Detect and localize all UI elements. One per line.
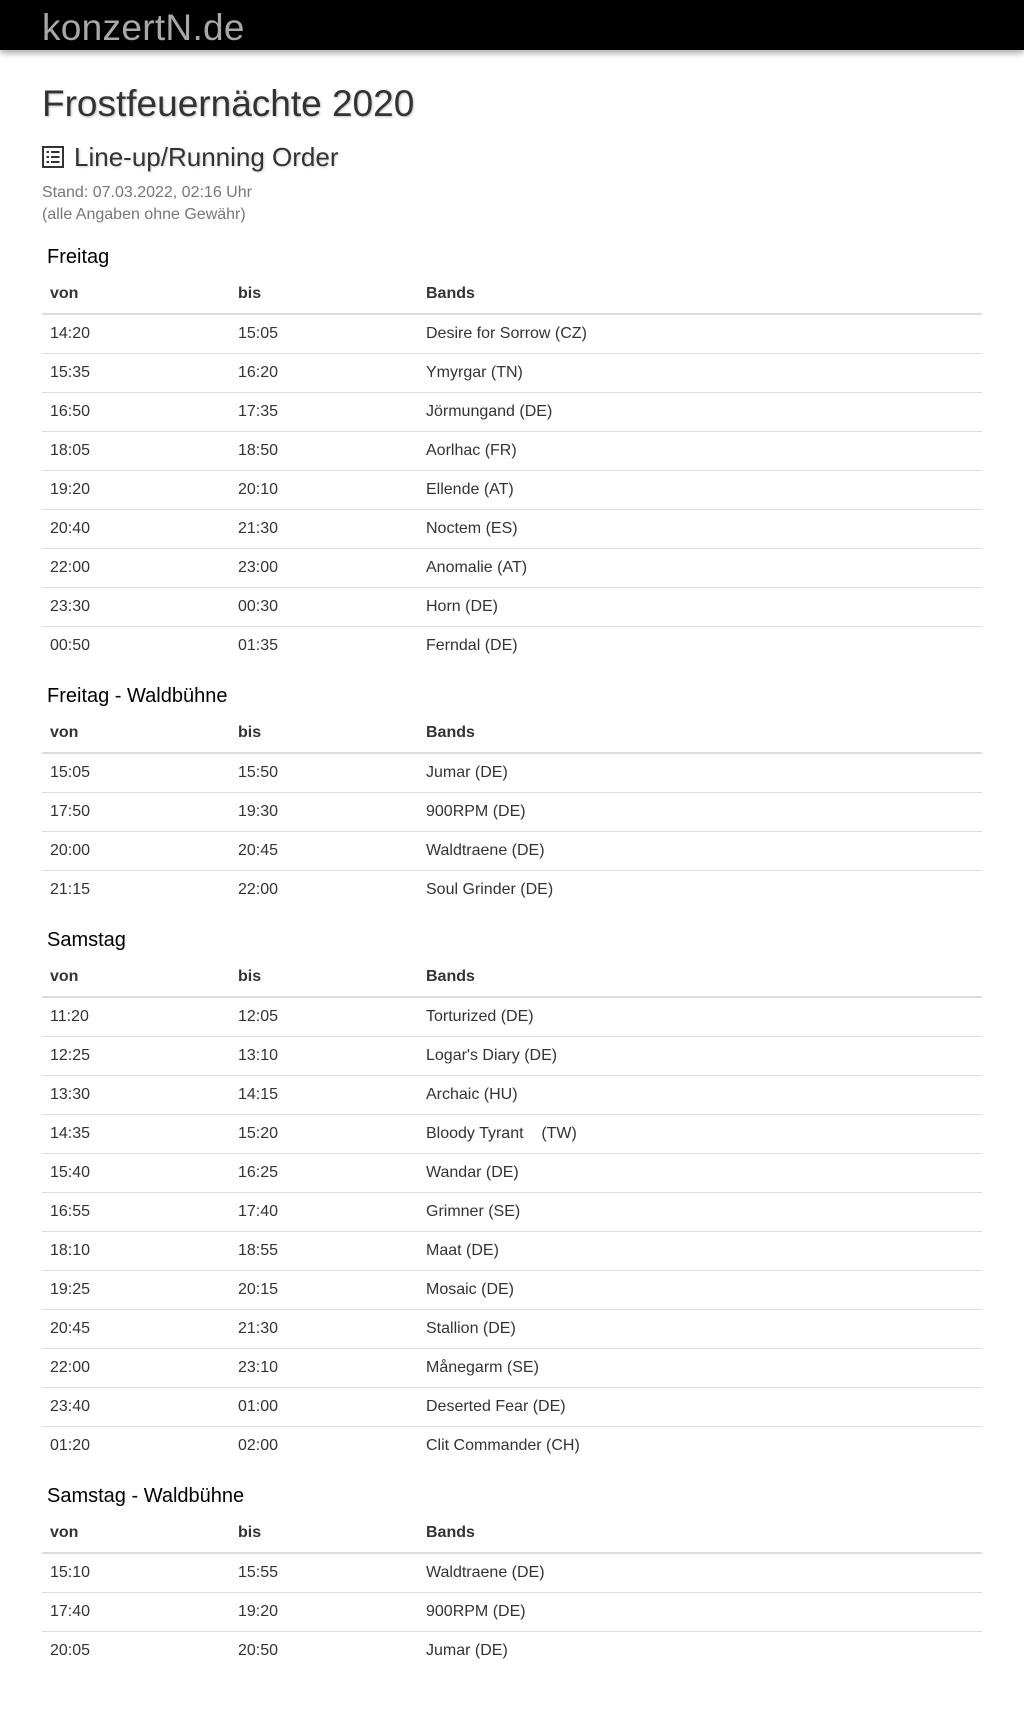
stand-info bbox=[42, 182, 982, 226]
running-order-table bbox=[42, 714, 982, 909]
disclaimer: (alle Angaben ohne Gewähr) bbox=[42, 206, 246, 223]
band-name-cell: Deserted Fear (DE) bbox=[418, 1388, 982, 1427]
start-time-cell: 19:20 bbox=[42, 471, 230, 510]
end-time-cell: 21:30 bbox=[230, 510, 418, 549]
lineup-heading bbox=[42, 140, 982, 174]
end-time-cell: 02:00 bbox=[230, 1427, 418, 1466]
end-time-cell: 19:20 bbox=[230, 1593, 418, 1632]
end-time-cell: 16:25 bbox=[230, 1154, 418, 1193]
table-row bbox=[42, 1193, 982, 1232]
band-name-cell: Stallion (DE) bbox=[418, 1310, 982, 1349]
column-header-bands: Bands bbox=[418, 275, 982, 314]
table-row bbox=[42, 1632, 982, 1671]
band-name-cell: Waldtraene (DE) bbox=[426, 1564, 545, 1581]
end-time-cell: 15:50 bbox=[238, 764, 279, 781]
band-name-cell: Grimner (SE) bbox=[418, 1193, 982, 1232]
band-name-cell: Månegarm (SE) bbox=[418, 1349, 982, 1388]
start-time-cell: 15:10 bbox=[50, 1564, 91, 1581]
start-time-cell: 22:00 bbox=[42, 549, 230, 588]
day-title: Freitag - Waldbühne bbox=[47, 685, 228, 707]
start-time-cell: 00:50 bbox=[42, 627, 230, 666]
end-time-cell: 22:00 bbox=[230, 871, 418, 910]
end-time-cell: 20:15 bbox=[230, 1271, 418, 1310]
running-order-table bbox=[42, 1514, 982, 1670]
start-time-cell: 16:55 bbox=[42, 1193, 230, 1232]
band-name-cell: 900RPM (DE) bbox=[418, 1593, 982, 1632]
table-header-row bbox=[42, 714, 982, 753]
band-name-cell: Archaic (HU) bbox=[418, 1076, 982, 1115]
start-time-cell: 20:05 bbox=[42, 1632, 230, 1671]
end-time-cell: 16:20 bbox=[230, 354, 418, 393]
day-title: Samstag bbox=[47, 929, 126, 951]
band-name-cell: Torturized (DE) bbox=[426, 1008, 534, 1025]
end-time-cell: 23:00 bbox=[230, 549, 418, 588]
start-time-cell: 22:00 bbox=[42, 1349, 230, 1388]
end-time-cell: 19:30 bbox=[230, 793, 418, 832]
start-time-cell: 15:35 bbox=[42, 354, 230, 393]
band-name-cell: Aorlhac (FR) bbox=[418, 432, 982, 471]
table-row bbox=[42, 393, 982, 432]
start-time-cell: 17:40 bbox=[42, 1593, 230, 1632]
end-time-cell: 18:50 bbox=[230, 432, 418, 471]
band-name-cell: Jumar (DE) bbox=[418, 1632, 982, 1671]
end-time-cell: 14:15 bbox=[230, 1076, 418, 1115]
table-row bbox=[42, 1115, 982, 1154]
start-time-cell: 21:15 bbox=[42, 871, 230, 910]
start-time-cell: 12:25 bbox=[42, 1037, 230, 1076]
table-header-row bbox=[42, 1514, 982, 1553]
column-header-bands: Bands bbox=[418, 958, 982, 997]
table-row bbox=[42, 588, 982, 627]
schedule-section bbox=[42, 682, 982, 909]
start-time-cell: 17:50 bbox=[42, 793, 230, 832]
start-time-cell: 15:05 bbox=[50, 764, 91, 781]
brand-link[interactable]: konzertN.de bbox=[42, 7, 245, 48]
page-title: Frostfeuernächte 2020 bbox=[42, 83, 415, 124]
column-header-bands: Bands bbox=[418, 1514, 982, 1553]
band-name-cell: Jumar (DE) bbox=[426, 764, 508, 781]
schedule-section bbox=[42, 243, 982, 665]
table-row bbox=[42, 1553, 982, 1593]
end-time-cell: 21:30 bbox=[230, 1310, 418, 1349]
table-row bbox=[42, 471, 982, 510]
column-header-bands: Bands bbox=[418, 714, 982, 753]
table-row bbox=[42, 510, 982, 549]
table-row bbox=[42, 1388, 982, 1427]
start-time-cell: 13:30 bbox=[42, 1076, 230, 1115]
end-time-cell: 00:30 bbox=[230, 588, 418, 627]
start-time-cell: 15:40 bbox=[42, 1154, 230, 1193]
table-row bbox=[42, 1427, 982, 1466]
end-time-cell: 20:10 bbox=[230, 471, 418, 510]
band-name-cell: Soul Grinder (DE) bbox=[418, 871, 982, 910]
end-time-cell: 20:45 bbox=[230, 832, 418, 871]
start-time-cell: 20:40 bbox=[42, 510, 230, 549]
table-header-row bbox=[42, 958, 982, 997]
start-time-cell: 18:05 bbox=[42, 432, 230, 471]
end-time-cell: 12:05 bbox=[238, 1008, 279, 1025]
column-header-bis: bis bbox=[230, 275, 418, 314]
band-name-cell: Ymyrgar (TN) bbox=[418, 354, 982, 393]
table-row bbox=[42, 1349, 982, 1388]
column-header-bis: bis bbox=[230, 1514, 418, 1553]
table-row bbox=[42, 1154, 982, 1193]
band-name-cell: Logar's Diary (DE) bbox=[418, 1037, 982, 1076]
schedule-sections bbox=[42, 243, 982, 1670]
table-row bbox=[42, 832, 982, 871]
start-time-cell: 14:35 bbox=[42, 1115, 230, 1154]
table-row bbox=[42, 314, 982, 354]
column-header-bis: bis bbox=[230, 714, 418, 753]
table-row bbox=[42, 432, 982, 471]
lineup-heading-text: Line-up/Running Order bbox=[74, 142, 339, 172]
table-row bbox=[42, 1271, 982, 1310]
band-name-cell: Anomalie (AT) bbox=[418, 549, 982, 588]
schedule-section bbox=[42, 1482, 982, 1670]
table-row bbox=[42, 997, 982, 1037]
end-time-cell: 15:05 bbox=[238, 325, 279, 342]
column-header-bis: bis bbox=[230, 958, 418, 997]
running-order-table bbox=[42, 958, 982, 1465]
start-time-cell: 11:20 bbox=[50, 1008, 89, 1025]
band-name-cell: Clit Commander (CH) bbox=[418, 1427, 982, 1466]
band-name-cell: Maat (DE) bbox=[418, 1232, 982, 1271]
table-row bbox=[42, 753, 982, 793]
band-name-cell: Bloody Tyrant (TW) bbox=[418, 1115, 982, 1154]
table-row bbox=[42, 354, 982, 393]
table-row bbox=[42, 871, 982, 910]
end-time-cell: 15:55 bbox=[238, 1564, 279, 1581]
stand-date: Stand: 07.03.2022, 02:16 Uhr bbox=[42, 184, 252, 201]
list-icon bbox=[42, 146, 64, 168]
end-time-cell: 17:40 bbox=[230, 1193, 418, 1232]
end-time-cell: 13:10 bbox=[230, 1037, 418, 1076]
start-time-cell: 16:50 bbox=[42, 393, 230, 432]
start-time-cell: 20:45 bbox=[42, 1310, 230, 1349]
table-row bbox=[42, 1593, 982, 1632]
table-row bbox=[42, 1232, 982, 1271]
band-name-cell: Horn (DE) bbox=[418, 588, 982, 627]
start-time-cell: 23:30 bbox=[42, 588, 230, 627]
table-header-row bbox=[42, 275, 982, 314]
start-time-cell: 18:10 bbox=[42, 1232, 230, 1271]
end-time-cell: 01:00 bbox=[230, 1388, 418, 1427]
start-time-cell: 23:40 bbox=[42, 1388, 230, 1427]
band-name-cell: Wandar (DE) bbox=[418, 1154, 982, 1193]
column-header-von: von bbox=[42, 275, 230, 314]
end-time-cell: 01:35 bbox=[230, 627, 418, 666]
navbar bbox=[0, 0, 1024, 50]
band-name-cell: 900RPM (DE) bbox=[418, 793, 982, 832]
end-time-cell: 23:10 bbox=[230, 1349, 418, 1388]
end-time-cell: 15:20 bbox=[230, 1115, 418, 1154]
column-header-von: von bbox=[42, 714, 230, 753]
end-time-cell: 17:35 bbox=[230, 393, 418, 432]
running-order-table bbox=[42, 275, 982, 665]
table-row bbox=[42, 549, 982, 588]
schedule-section bbox=[42, 926, 982, 1465]
end-time-cell: 18:55 bbox=[230, 1232, 418, 1271]
start-time-cell: 20:00 bbox=[42, 832, 230, 871]
band-name-cell: Ferndal (DE) bbox=[418, 627, 982, 666]
table-row bbox=[42, 1076, 982, 1115]
day-title: Samstag - Waldbühne bbox=[47, 1485, 245, 1507]
table-row bbox=[42, 1037, 982, 1076]
start-time-cell: 01:20 bbox=[42, 1427, 230, 1466]
column-header-von: von bbox=[42, 958, 230, 997]
band-name-cell: Noctem (ES) bbox=[418, 510, 982, 549]
table-row bbox=[42, 627, 982, 666]
table-row bbox=[42, 793, 982, 832]
end-time-cell: 20:50 bbox=[230, 1632, 418, 1671]
start-time-cell: 14:20 bbox=[50, 325, 91, 342]
band-name-cell: Jörmungand (DE) bbox=[418, 393, 982, 432]
start-time-cell: 19:25 bbox=[42, 1271, 230, 1310]
table-row bbox=[42, 1310, 982, 1349]
band-name-cell: Desire for Sorrow (CZ) bbox=[426, 325, 587, 342]
band-name-cell: Waldtraene (DE) bbox=[418, 832, 982, 871]
day-title: Freitag bbox=[47, 246, 110, 268]
band-name-cell: Ellende (AT) bbox=[418, 471, 982, 510]
main-content bbox=[0, 82, 1024, 1670]
column-header-von: von bbox=[42, 1514, 230, 1553]
band-name-cell: Mosaic (DE) bbox=[418, 1271, 982, 1310]
